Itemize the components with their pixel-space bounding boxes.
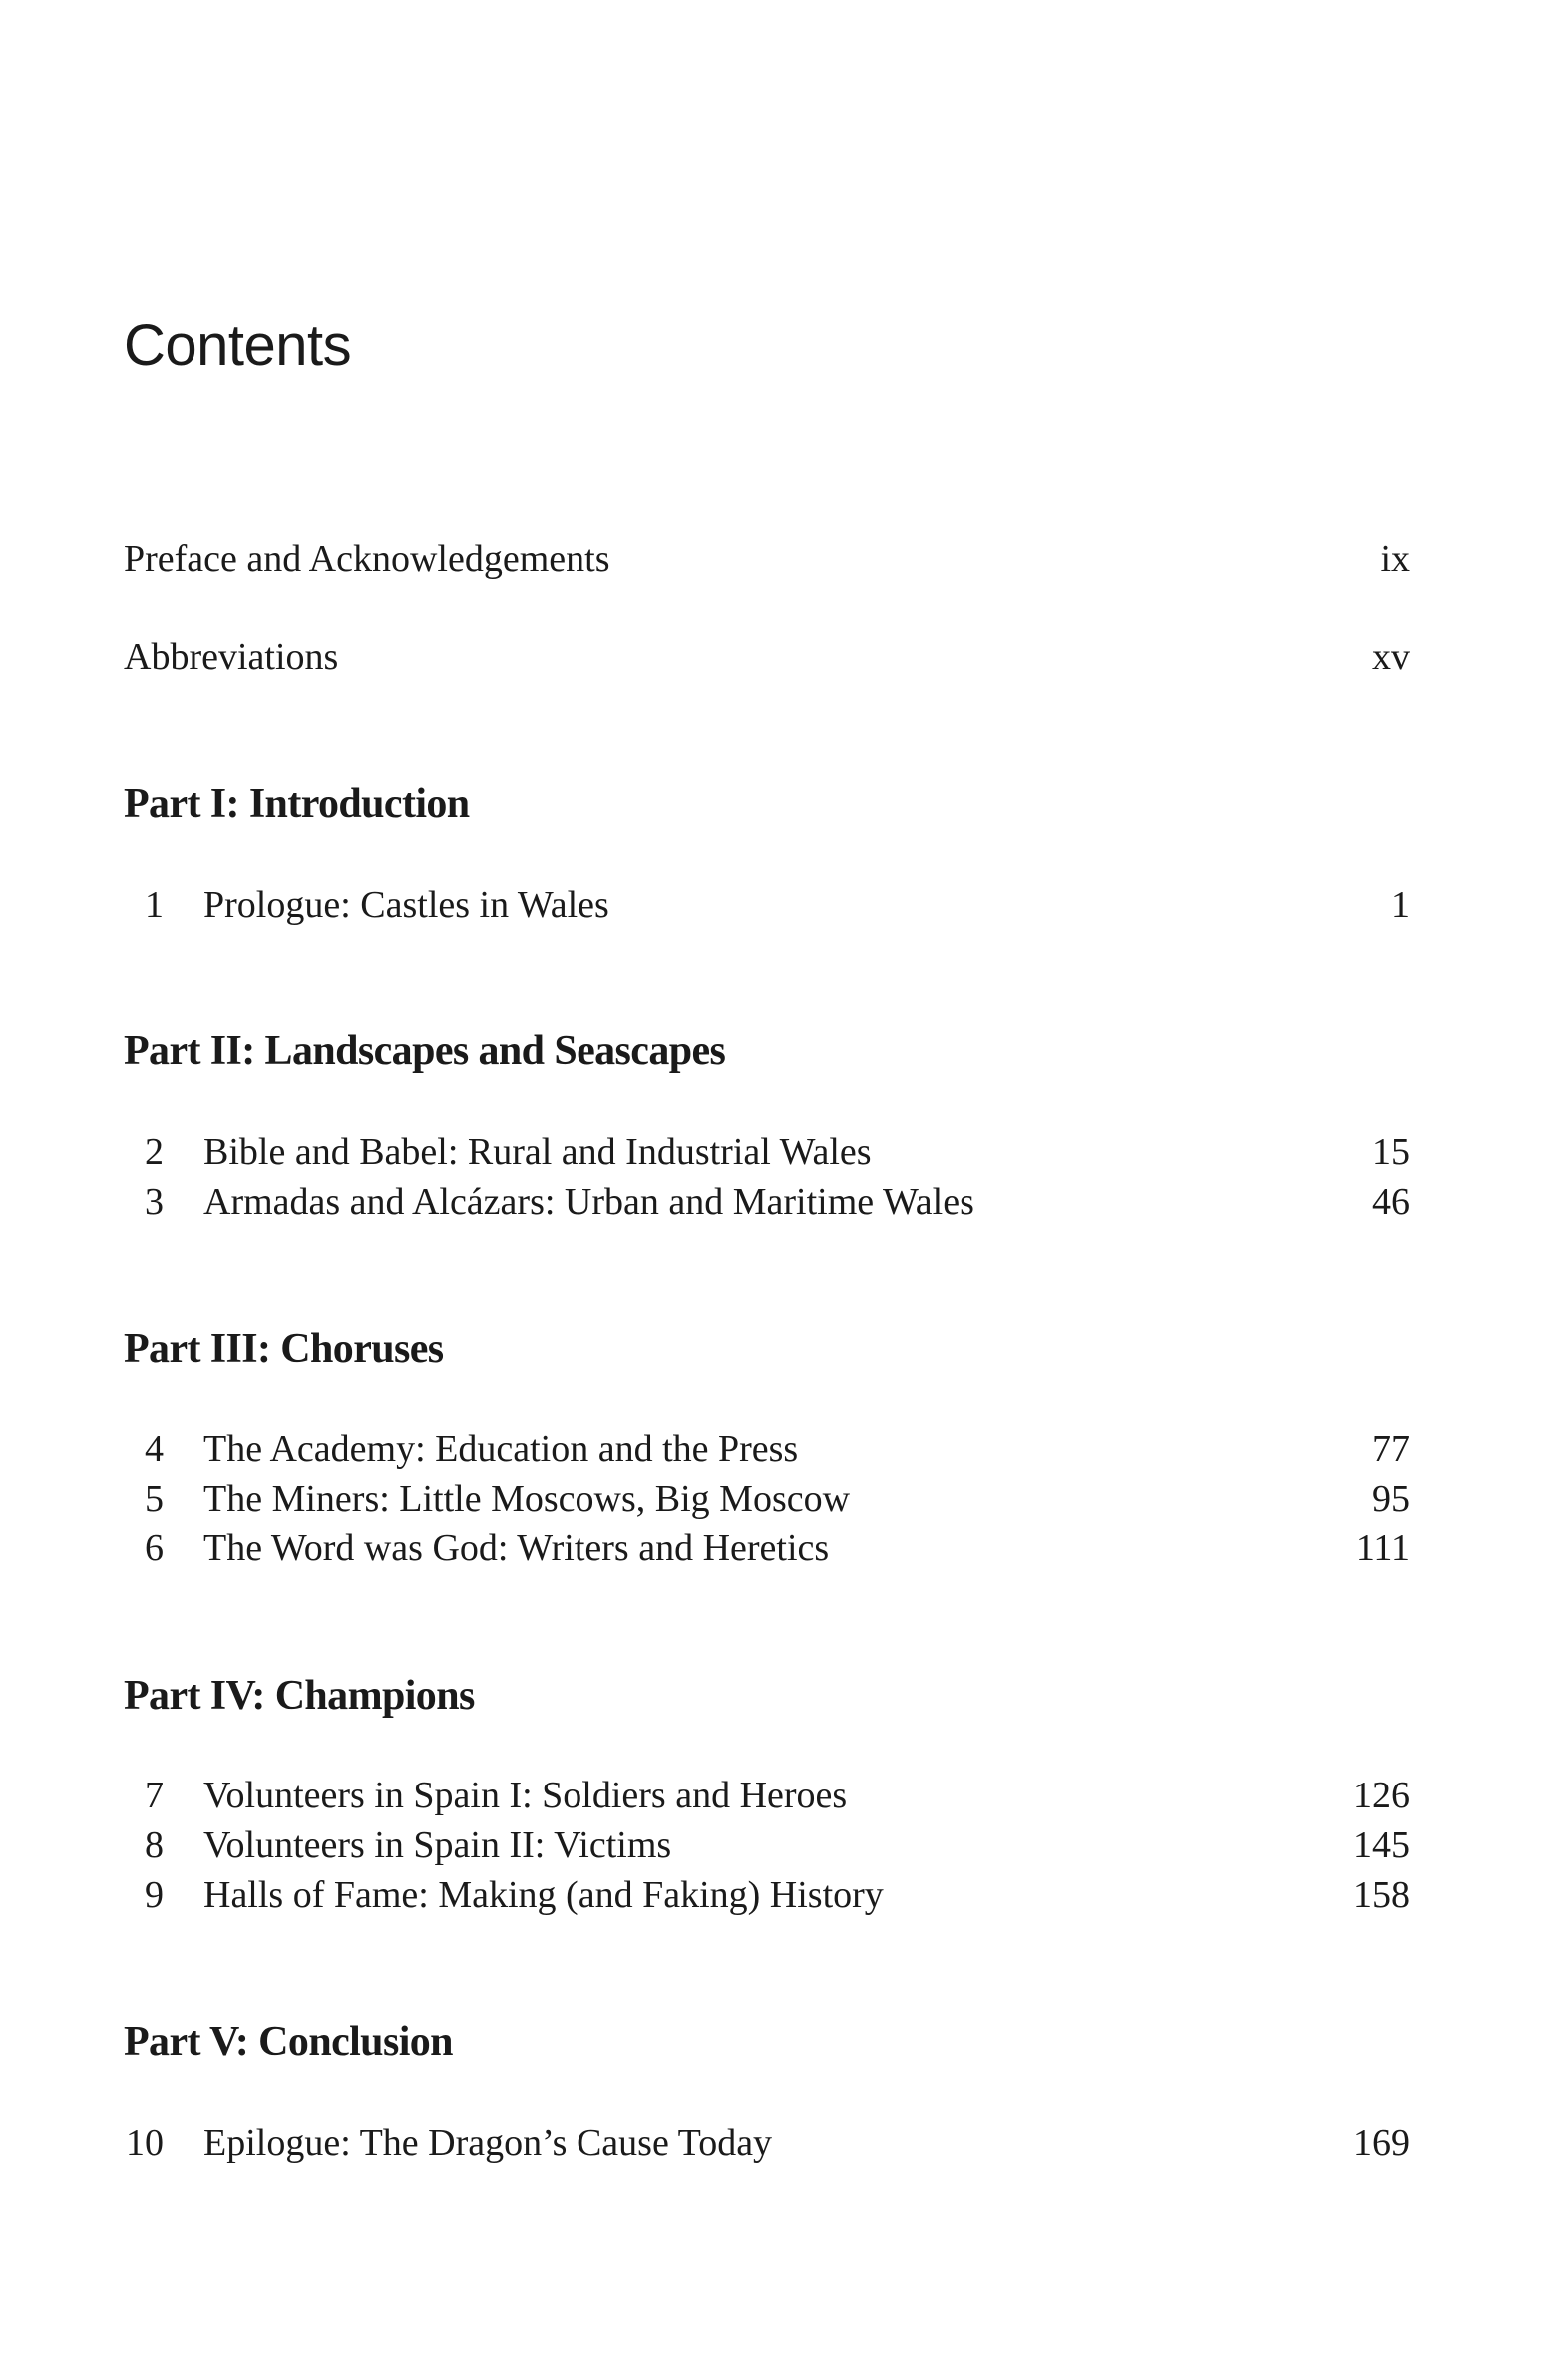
- chapter-title: Halls of Fame: Making (and Faking) History: [203, 1874, 884, 1916]
- entry-page: xv: [1372, 636, 1410, 678]
- chapter-number: 5: [145, 1478, 164, 1520]
- chapter-number: 7: [145, 1775, 164, 1816]
- chapter-number: 10: [126, 2122, 164, 2164]
- part-heading-1: Part I: Introduction: [124, 781, 470, 827]
- part-heading-4: Part IV: Champions: [124, 1673, 475, 1719]
- chapter-page: 15: [1372, 1131, 1410, 1173]
- entry-title: Abbreviations: [124, 636, 339, 678]
- chapter-number: 8: [145, 1824, 164, 1866]
- chapter-number: 4: [145, 1428, 164, 1470]
- part-heading-2: Part II: Landscapes and Seascapes: [124, 1028, 726, 1074]
- toc-entry-abbreviations[interactable]: [124, 632, 1410, 682]
- page-title: Contents: [124, 313, 352, 378]
- part-heading-3: Part III: Choruses: [124, 1326, 444, 1372]
- toc-entry-chapter-2[interactable]: [124, 1127, 1410, 1177]
- chapter-page: 169: [1353, 2122, 1410, 2164]
- toc-entry-chapter-4[interactable]: [124, 1424, 1410, 1474]
- toc-entry-chapter-6[interactable]: [124, 1523, 1410, 1573]
- toc-entry-chapter-10[interactable]: [124, 2118, 1410, 2168]
- chapter-page: 1: [1391, 884, 1410, 926]
- chapter-title: Epilogue: The Dragon’s Cause Today: [203, 2122, 773, 2164]
- chapter-number: 2: [145, 1131, 164, 1173]
- chapter-title: The Word was God: Writers and Heretics: [203, 1527, 830, 1569]
- chapter-title: The Miners: Little Moscows, Big Moscow: [203, 1478, 851, 1520]
- toc-entry-chapter-3[interactable]: [124, 1177, 1410, 1227]
- chapter-title: Volunteers in Spain I: Soldiers and Heroes: [203, 1775, 848, 1816]
- chapter-title: Armadas and Alcázars: Urban and Maritime Wales: [203, 1181, 974, 1223]
- toc-entry-chapter-9[interactable]: [124, 1870, 1410, 1920]
- chapter-number: 3: [145, 1181, 164, 1223]
- chapter-page: 111: [1355, 1527, 1410, 1569]
- chapter-page: 95: [1372, 1478, 1410, 1520]
- chapter-page: 158: [1353, 1874, 1410, 1916]
- toc-entry-chapter-7[interactable]: [124, 1771, 1410, 1820]
- chapter-page: 126: [1353, 1775, 1410, 1816]
- entry-page: ix: [1380, 538, 1410, 580]
- chapter-title: The Academy: Education and the Press: [203, 1428, 799, 1470]
- chapter-number: 1: [145, 884, 164, 926]
- toc-entry-preface[interactable]: [124, 534, 1410, 584]
- chapter-number: 6: [145, 1527, 164, 1569]
- entry-title: Preface and Acknowledgements: [124, 538, 610, 580]
- part-heading-5: Part V: Conclusion: [124, 2019, 453, 2065]
- toc-entry-chapter-5[interactable]: [124, 1474, 1410, 1524]
- chapter-number: 9: [145, 1874, 164, 1916]
- chapter-page: 77: [1372, 1428, 1410, 1470]
- chapter-title: Bible and Babel: Rural and Industrial Wales: [203, 1131, 872, 1173]
- chapter-title: Volunteers in Spain II: Victims: [203, 1824, 672, 1866]
- toc-entry-chapter-1[interactable]: [124, 880, 1410, 930]
- toc-entry-chapter-8[interactable]: [124, 1820, 1410, 1870]
- chapter-page: 46: [1372, 1181, 1410, 1223]
- chapter-title: Prologue: Castles in Wales: [203, 884, 609, 926]
- chapter-page: 145: [1353, 1824, 1410, 1866]
